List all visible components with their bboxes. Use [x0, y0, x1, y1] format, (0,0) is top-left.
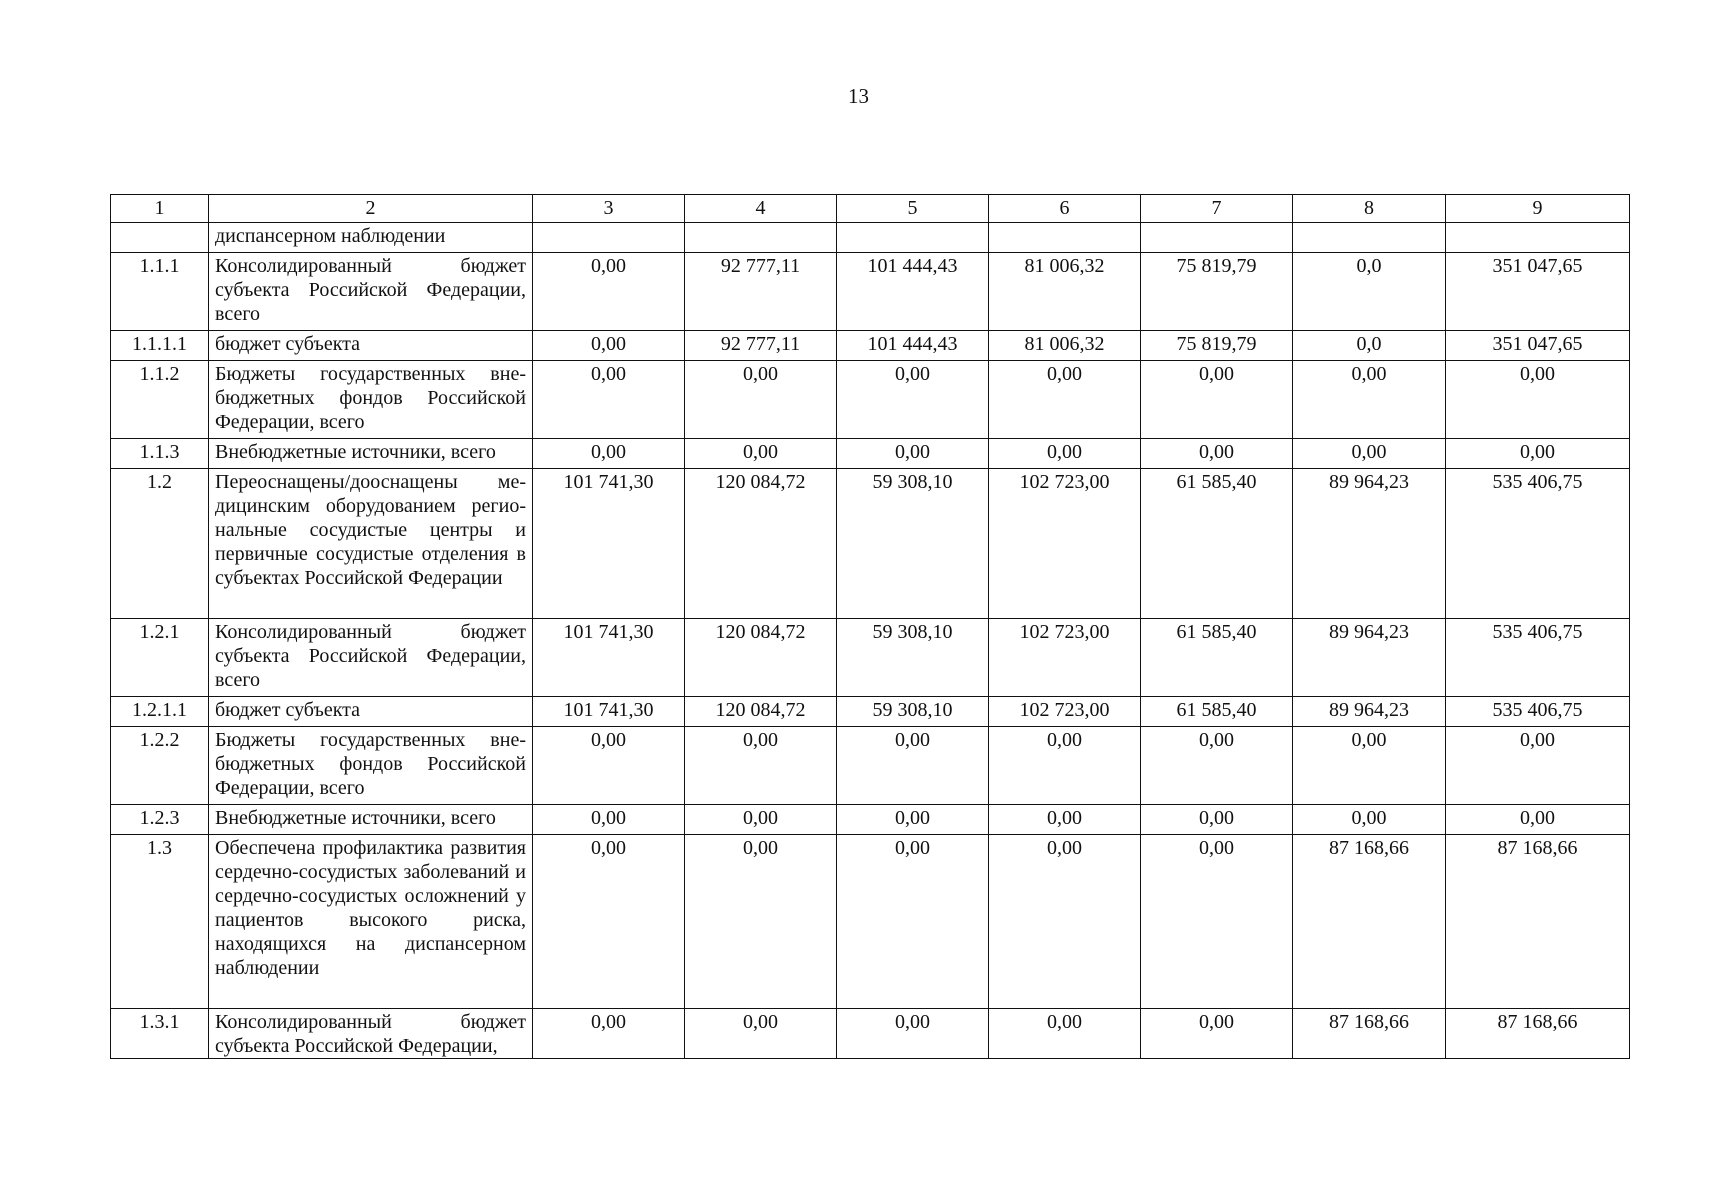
cell-col4: 0,00	[685, 1009, 837, 1059]
cell-col3: 0,00	[533, 253, 685, 331]
cell-col3: 101 741,30	[533, 697, 685, 727]
cell-col7: 0,00	[1141, 835, 1293, 1009]
cell-col9: 0,00	[1446, 727, 1630, 805]
cell-col8	[1293, 223, 1446, 253]
row-name: Консолидированный бюджет субъекта Российской Федерации, всего	[209, 619, 533, 697]
header-cell: 9	[1446, 195, 1630, 223]
header-cell: 7	[1141, 195, 1293, 223]
cell-col3: 0,00	[533, 805, 685, 835]
cell-col7: 61 585,40	[1141, 619, 1293, 697]
cell-col7: 0,00	[1141, 361, 1293, 439]
header-cell: 2	[209, 195, 533, 223]
row-id: 1.1.1	[111, 253, 209, 331]
header-cell: 4	[685, 195, 837, 223]
cell-col5: 0,00	[837, 835, 989, 1009]
cell-col9	[1446, 223, 1630, 253]
cell-col6: 102 723,00	[989, 619, 1141, 697]
cell-col3: 0,00	[533, 331, 685, 361]
cell-col5: 0,00	[837, 439, 989, 469]
cell-col7: 0,00	[1141, 1009, 1293, 1059]
table-row	[111, 439, 1630, 469]
table-row	[111, 805, 1630, 835]
cell-col6: 0,00	[989, 361, 1141, 439]
row-id: 1.1.2	[111, 361, 209, 439]
cell-col5: 101 444,43	[837, 331, 989, 361]
cell-col8: 87 168,66	[1293, 1009, 1446, 1059]
row-name: Внебюджетные источники, всего	[209, 439, 533, 469]
cell-col9: 0,00	[1446, 805, 1630, 835]
header-cell: 1	[111, 195, 209, 223]
cell-col3	[533, 223, 685, 253]
row-name: диспансерном наблюдении	[209, 223, 533, 253]
cell-col5: 59 308,10	[837, 619, 989, 697]
cell-col6: 0,00	[989, 439, 1141, 469]
table-row	[111, 697, 1630, 727]
table-row	[111, 1009, 1630, 1059]
header-cell: 8	[1293, 195, 1446, 223]
row-id: 1.2.1.1	[111, 697, 209, 727]
cell-col3: 101 741,30	[533, 469, 685, 619]
row-name: Переоснащены/дооснащены медицинским оборудованием региональные сосудистые центры и первичные сосудистые отделения в субъектах Российской Федерации	[209, 469, 533, 619]
header-cell: 3	[533, 195, 685, 223]
row-name: Консолидированный бюджет субъекта Российской Федерации,	[209, 1009, 533, 1059]
row-id: 1.2.3	[111, 805, 209, 835]
cell-col9: 535 406,75	[1446, 469, 1630, 619]
cell-col5	[837, 223, 989, 253]
cell-col6: 81 006,32	[989, 253, 1141, 331]
table-row	[111, 727, 1630, 805]
header-row	[111, 195, 1630, 223]
table-row	[111, 835, 1630, 1009]
cell-col7: 61 585,40	[1141, 697, 1293, 727]
cell-col9: 87 168,66	[1446, 1009, 1630, 1059]
table-row	[111, 469, 1630, 619]
cell-col7	[1141, 223, 1293, 253]
cell-col7: 0,00	[1141, 727, 1293, 805]
cell-col8: 89 964,23	[1293, 697, 1446, 727]
header-cell: 5	[837, 195, 989, 223]
budget-table	[110, 194, 1630, 1059]
row-id	[111, 223, 209, 253]
cell-col5: 59 308,10	[837, 469, 989, 619]
row-id: 1.3	[111, 835, 209, 1009]
row-name: Бюджеты государственных внебюджетных фондов Российской Федерации, всего	[209, 727, 533, 805]
cell-col8: 87 168,66	[1293, 835, 1446, 1009]
cell-col8: 0,00	[1293, 805, 1446, 835]
cell-col4: 92 777,11	[685, 331, 837, 361]
cell-col6: 0,00	[989, 1009, 1141, 1059]
cell-col3: 0,00	[533, 361, 685, 439]
cell-col5: 101 444,43	[837, 253, 989, 331]
cell-col4: 120 084,72	[685, 469, 837, 619]
cell-col8: 0,00	[1293, 727, 1446, 805]
cell-col6: 0,00	[989, 835, 1141, 1009]
cell-col4: 0,00	[685, 835, 837, 1009]
table-row	[111, 331, 1630, 361]
cell-col3: 0,00	[533, 439, 685, 469]
cell-col6: 81 006,32	[989, 331, 1141, 361]
cell-col6: 0,00	[989, 805, 1141, 835]
cell-col3: 0,00	[533, 835, 685, 1009]
row-name: Консолидированный бюджет субъекта Российской Федерации, всего	[209, 253, 533, 331]
cell-col9: 351 047,65	[1446, 253, 1630, 331]
cell-col4: 0,00	[685, 805, 837, 835]
cell-col9: 535 406,75	[1446, 697, 1630, 727]
row-id: 1.2.2	[111, 727, 209, 805]
cell-col9: 87 168,66	[1446, 835, 1630, 1009]
cell-col9: 0,00	[1446, 439, 1630, 469]
cell-col8: 89 964,23	[1293, 469, 1446, 619]
cell-col5: 59 308,10	[837, 697, 989, 727]
cell-col5: 0,00	[837, 805, 989, 835]
cell-col3: 0,00	[533, 1009, 685, 1059]
cell-col7: 0,00	[1141, 439, 1293, 469]
cell-col8: 89 964,23	[1293, 619, 1446, 697]
cell-col4: 120 084,72	[685, 697, 837, 727]
header-cell: 6	[989, 195, 1141, 223]
table-row	[111, 253, 1630, 331]
cell-col7: 75 819,79	[1141, 253, 1293, 331]
table-row	[111, 619, 1630, 697]
row-name: бюджет субъекта	[209, 331, 533, 361]
cell-col6	[989, 223, 1141, 253]
cell-col8: 0,00	[1293, 439, 1446, 469]
row-id: 1.1.1.1	[111, 331, 209, 361]
cell-col4: 120 084,72	[685, 619, 837, 697]
cell-col8: 0,0	[1293, 331, 1446, 361]
row-name: Обеспечена профилактика развития сердечно-сосудистых заболеваний и сердечно-сосудистых осложнений у пациентов высокого риска, находящихся на диспансерном наблюдении	[209, 835, 533, 1009]
cell-col4: 0,00	[685, 727, 837, 805]
cell-col4: 92 777,11	[685, 253, 837, 331]
row-name: Бюджеты государственных внебюджетных фондов Российской Федерации, всего	[209, 361, 533, 439]
cell-col7: 0,00	[1141, 805, 1293, 835]
table-row	[111, 223, 1630, 253]
row-id: 1.1.3	[111, 439, 209, 469]
row-id: 1.2.1	[111, 619, 209, 697]
table-row	[111, 361, 1630, 439]
page-number: 13	[848, 84, 869, 108]
cell-col9: 0,00	[1446, 361, 1630, 439]
cell-col7: 61 585,40	[1141, 469, 1293, 619]
cell-col5: 0,00	[837, 361, 989, 439]
cell-col5: 0,00	[837, 1009, 989, 1059]
cell-col4: 0,00	[685, 439, 837, 469]
cell-col7: 75 819,79	[1141, 331, 1293, 361]
cell-col8: 0,00	[1293, 361, 1446, 439]
row-name: бюджет субъекта	[209, 697, 533, 727]
cell-col3: 0,00	[533, 727, 685, 805]
row-name: Внебюджетные источники, всего	[209, 805, 533, 835]
cell-col9: 351 047,65	[1446, 331, 1630, 361]
cell-col3: 101 741,30	[533, 619, 685, 697]
cell-col4	[685, 223, 837, 253]
cell-col6: 102 723,00	[989, 469, 1141, 619]
cell-col6: 102 723,00	[989, 697, 1141, 727]
row-id: 1.3.1	[111, 1009, 209, 1059]
row-id: 1.2	[111, 469, 209, 619]
cell-col5: 0,00	[837, 727, 989, 805]
cell-col6: 0,00	[989, 727, 1141, 805]
cell-col8: 0,0	[1293, 253, 1446, 331]
cell-col4: 0,00	[685, 361, 837, 439]
cell-col9: 535 406,75	[1446, 619, 1630, 697]
